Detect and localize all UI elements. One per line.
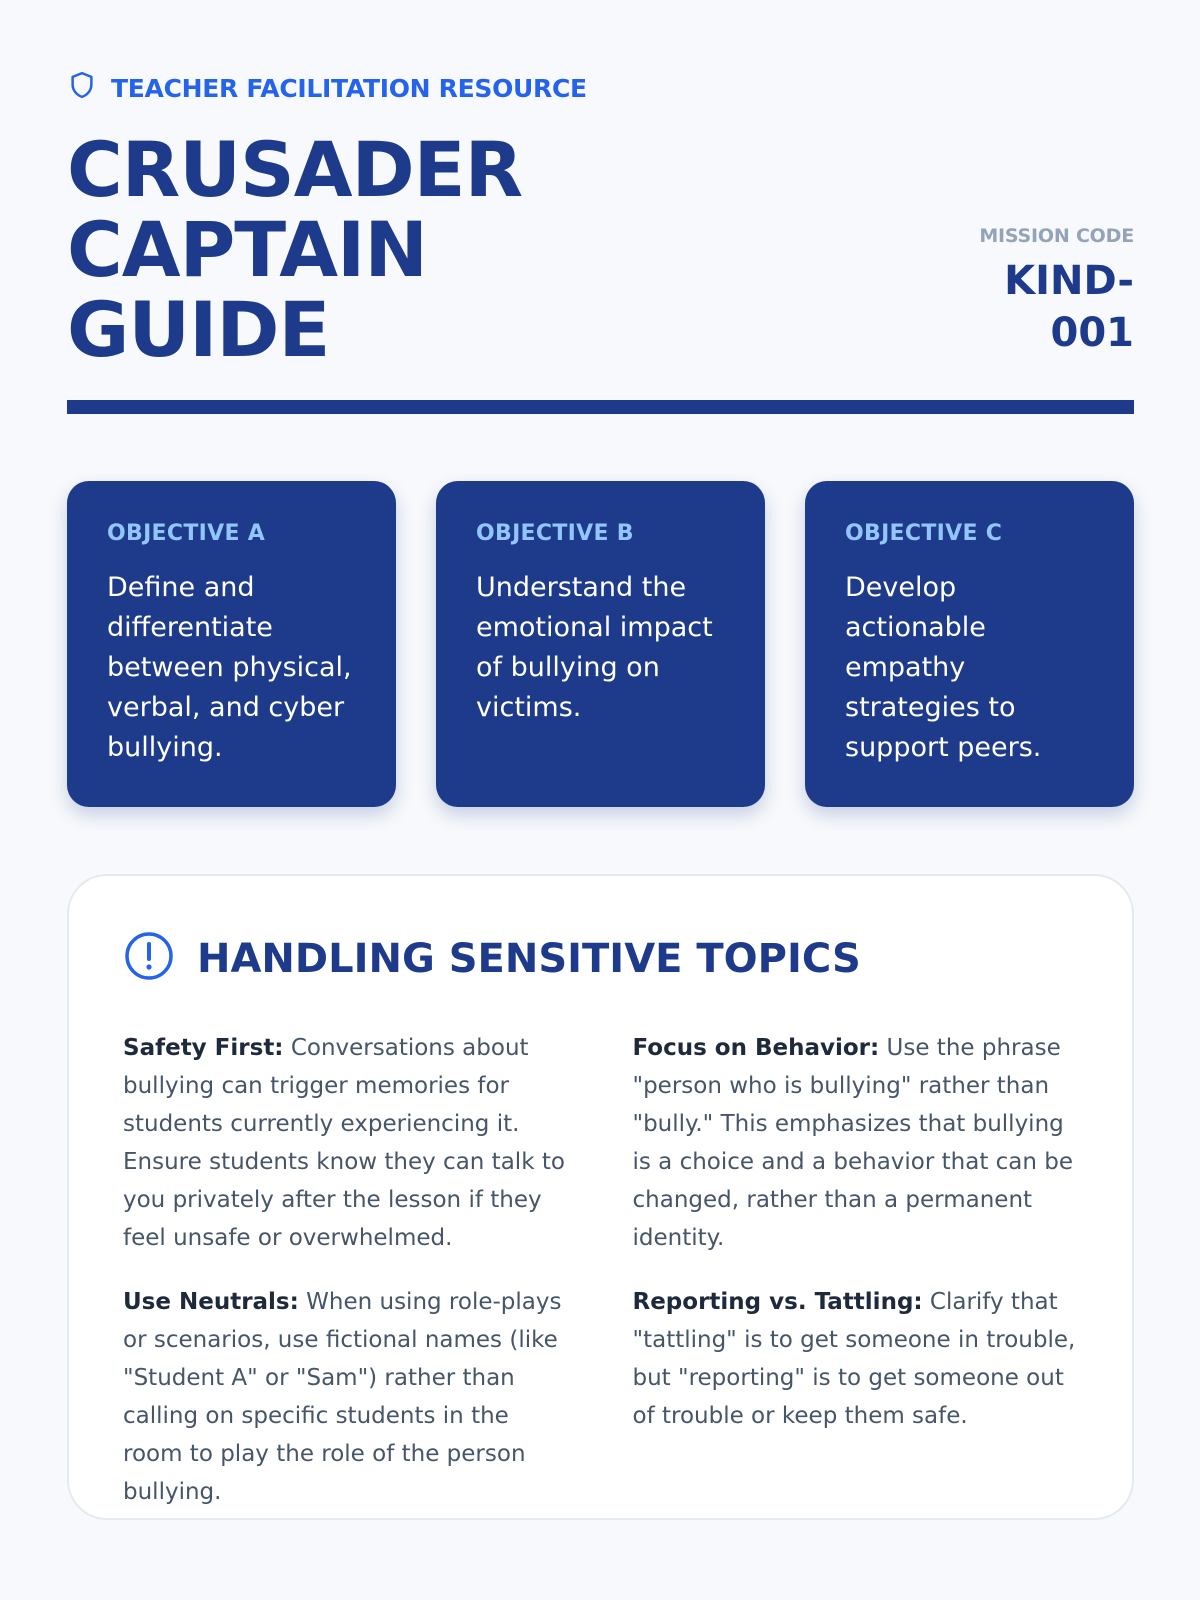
- alert-circle-icon: [123, 930, 175, 987]
- tip-safety-first: [123, 1029, 569, 1257]
- eyebrow: [67, 70, 1134, 106]
- tips-grid: [123, 1029, 1078, 1511]
- objective-card-a: [67, 481, 396, 807]
- objective-text: Understand the emotional impact of bullying on victims.: [476, 572, 713, 723]
- objective-card-c: [805, 481, 1134, 807]
- header-divider: [67, 400, 1134, 414]
- tip-heading: Focus on Behavior:: [632, 1035, 880, 1061]
- tip-use-neutrals: [123, 1283, 569, 1511]
- objective-label: OBJECTIVE C: [845, 521, 1003, 546]
- title-line: GUIDE: [67, 285, 330, 374]
- tip-body: When using role-plays or scenarios, use fictional names (like "Student A" or "Sam") rather than calling on specific students in the room to play the role of the person bullying.: [123, 1289, 562, 1505]
- eyebrow-text: TEACHER FACILITATION RESOURCE: [111, 73, 587, 103]
- title-line: CAPTAIN: [67, 205, 427, 294]
- tip-heading: Use Neutrals:: [123, 1289, 299, 1315]
- mission-block: [979, 225, 1134, 359]
- tip-heading: Safety First:: [123, 1035, 284, 1061]
- objective-text: Define and differentiate between physical, verbal, and cyber bullying.: [107, 572, 352, 763]
- objective-text: Develop actionable empathy strategies to support peers.: [845, 572, 1042, 763]
- tip-focus-on-behavior: [633, 1029, 1079, 1257]
- header: [67, 70, 1134, 374]
- mission-label: MISSION CODE: [979, 225, 1134, 247]
- objective-label: OBJECTIVE A: [107, 521, 266, 546]
- title-line: CRUSADER: [67, 125, 523, 214]
- sensitive-topics-title: HANDLING SENSITIVE TOPICS: [197, 935, 861, 982]
- shield-icon: [67, 70, 97, 106]
- sensitive-topics-header: [123, 930, 1078, 987]
- objectives: [67, 481, 1134, 807]
- tip-reporting-vs-tattling: [633, 1283, 1079, 1511]
- tip-body: Use the phrase "person who is bullying" rather than "bully." This emphasizes that bullying is a choice and a behavior that can be changed, rather than a permanent identity.: [632, 1035, 1074, 1251]
- objective-card-b: [436, 481, 765, 807]
- objective-label: OBJECTIVE B: [476, 521, 634, 546]
- sensitive-topics-card: [67, 874, 1134, 1520]
- page-title: [67, 125, 667, 374]
- tip-heading: Reporting vs. Tattling:: [632, 1289, 923, 1315]
- tip-body: Clarify that "tattling" is to get someone in trouble, but "reporting" is to get someone out of trouble or keep them safe.: [632, 1289, 1076, 1429]
- tip-body: Conversations about bullying can trigger memories for students currently experiencing it. Ensure students know they can talk to you privately after the lesson if they feel unsafe or overwhelmed.: [123, 1035, 565, 1251]
- mission-code: KIND-001: [1004, 258, 1134, 356]
